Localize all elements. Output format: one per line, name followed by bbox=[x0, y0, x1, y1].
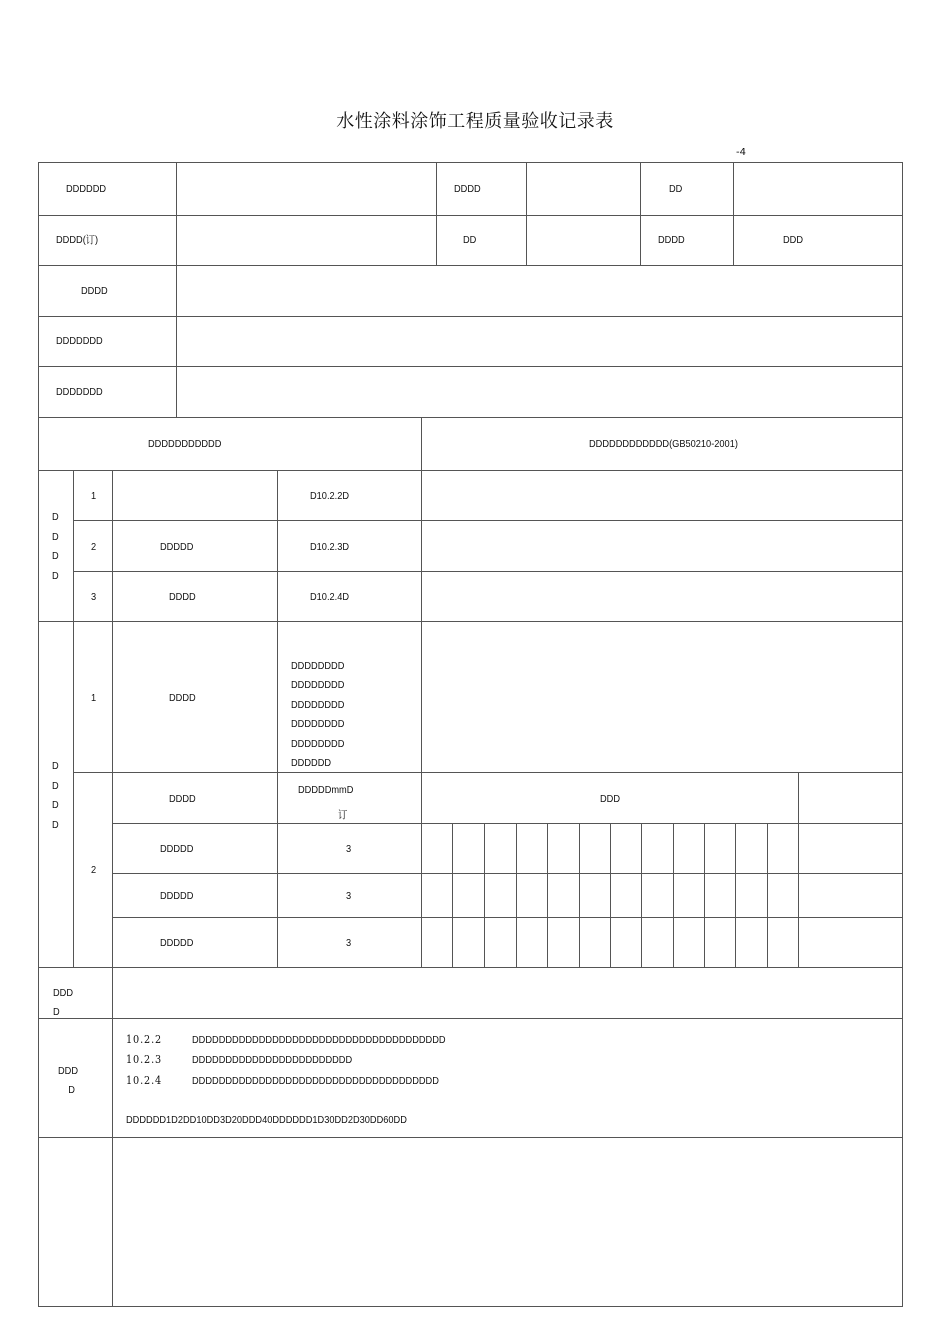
col-divider bbox=[277, 470, 278, 967]
cell-label: DDDD bbox=[81, 285, 108, 297]
row-divider bbox=[73, 571, 903, 572]
spec-header-right: DDDDDDDDDDDD(GB50210-2001) bbox=[589, 438, 738, 450]
column-head: DDDD bbox=[169, 793, 196, 805]
row-divider bbox=[38, 967, 903, 968]
note-clause: 10.2.3 bbox=[126, 1053, 163, 1066]
tolerance-value: 3 bbox=[346, 843, 352, 855]
col-divider bbox=[73, 470, 74, 967]
cell-label: DD bbox=[463, 234, 477, 246]
col-divider bbox=[526, 162, 527, 265]
row-divider bbox=[38, 215, 903, 216]
measure-divider bbox=[641, 823, 642, 967]
clause-label: D10.2.4D bbox=[310, 591, 350, 603]
table-border-bottom bbox=[38, 1306, 903, 1307]
clause-label: D10.2.3D bbox=[310, 541, 350, 553]
row-number: 1 bbox=[91, 692, 97, 704]
tolerance-value: 3 bbox=[346, 890, 352, 902]
measure-divider bbox=[579, 823, 580, 967]
row-divider bbox=[38, 470, 903, 471]
cell-label: DDDD bbox=[454, 183, 481, 195]
row-divider bbox=[73, 520, 903, 521]
item-label: DDDDD bbox=[160, 937, 194, 949]
cell-label: DDDDDDD bbox=[56, 335, 103, 347]
col-divider bbox=[798, 772, 799, 967]
measure-divider bbox=[547, 823, 548, 967]
table-border-right bbox=[902, 162, 903, 1307]
item-label: DDDD bbox=[169, 591, 196, 603]
col-divider bbox=[436, 162, 437, 265]
row-divider bbox=[38, 417, 903, 418]
row-divider bbox=[38, 366, 903, 367]
cell-label: DDD bbox=[783, 234, 804, 246]
cell-label: DDDD bbox=[658, 234, 685, 246]
row-number: 2 bbox=[91, 864, 97, 876]
col-divider bbox=[640, 162, 641, 265]
row-divider bbox=[38, 621, 903, 622]
col-divider bbox=[176, 162, 177, 417]
note-text: DDDDDDDDDDDDDDDDDDDDDDDDDDDDDDDDDDDDDD bbox=[192, 1034, 446, 1046]
cell-label: DDDDDDD bbox=[56, 386, 103, 398]
note-clause: 10.2.2 bbox=[126, 1033, 163, 1046]
spec-header-left: DDDDDDDDDDD bbox=[148, 438, 222, 450]
cell-label: DDDD(订) bbox=[56, 234, 99, 246]
note-text: DDDDDDDDDDDDDDDDDDDDDDDD bbox=[192, 1054, 353, 1066]
row-divider bbox=[112, 873, 903, 874]
row-divider bbox=[38, 316, 903, 317]
form-code: -4 bbox=[736, 147, 746, 158]
measure-divider bbox=[735, 823, 736, 967]
cell-label: DD bbox=[669, 183, 683, 195]
tolerance-value: 3 bbox=[346, 937, 352, 949]
page-title: 水性涂料涂饰工程质量验收记录表 bbox=[336, 111, 614, 132]
col-divider bbox=[421, 417, 422, 967]
cell-label: DDDDDD bbox=[66, 183, 107, 195]
item-label: DDDD bbox=[169, 692, 196, 704]
note-text: DDDDDDDDDDDDDDDDDDDDDDDDDDDDDDDDDDDDD bbox=[192, 1075, 439, 1087]
table-border-top bbox=[38, 162, 903, 163]
measure-divider bbox=[767, 823, 768, 967]
table-border-left bbox=[38, 162, 39, 1307]
measure-divider bbox=[516, 823, 517, 967]
row-divider bbox=[73, 772, 903, 773]
measure-divider bbox=[610, 823, 611, 967]
measure-divider bbox=[484, 823, 485, 967]
item-label: DDDDD bbox=[160, 843, 194, 855]
row-number: 3 bbox=[91, 591, 97, 603]
row-divider bbox=[112, 823, 903, 824]
note-clause: 10.2.4 bbox=[126, 1074, 163, 1087]
clause-text: DDDDDDDD DDDDDDDD DDDDDDDD DDDDDDDD DDDDDDDD DDDDDD bbox=[291, 660, 345, 770]
column-head: DDD bbox=[600, 793, 621, 805]
measure-divider bbox=[673, 823, 674, 967]
check-label: DDD D bbox=[53, 987, 74, 1018]
row-divider bbox=[38, 265, 903, 266]
col-divider bbox=[733, 162, 734, 265]
measure-divider bbox=[452, 823, 453, 967]
general-label: D D D D bbox=[52, 760, 59, 831]
note-footer: DDDDDD1D2DD10DD3D20DDD40DDDDDD1D30DD2D30DD60DD bbox=[126, 1114, 407, 1126]
main-control-label: D D D D bbox=[52, 511, 59, 582]
measure-divider bbox=[704, 823, 705, 967]
column-head: 订 bbox=[338, 809, 348, 821]
row-divider bbox=[38, 1137, 903, 1138]
notes-label: DDD D bbox=[58, 1065, 79, 1096]
col-divider bbox=[112, 470, 113, 1306]
row-divider bbox=[112, 917, 903, 918]
item-label: DDDDD bbox=[160, 890, 194, 902]
row-divider bbox=[38, 1018, 903, 1019]
row-number: 1 bbox=[91, 490, 97, 502]
column-head: DDDDDmmD bbox=[298, 784, 354, 796]
row-number: 2 bbox=[91, 541, 97, 553]
item-label: DDDDD bbox=[160, 541, 194, 553]
clause-label: D10.2.2D bbox=[310, 490, 350, 502]
